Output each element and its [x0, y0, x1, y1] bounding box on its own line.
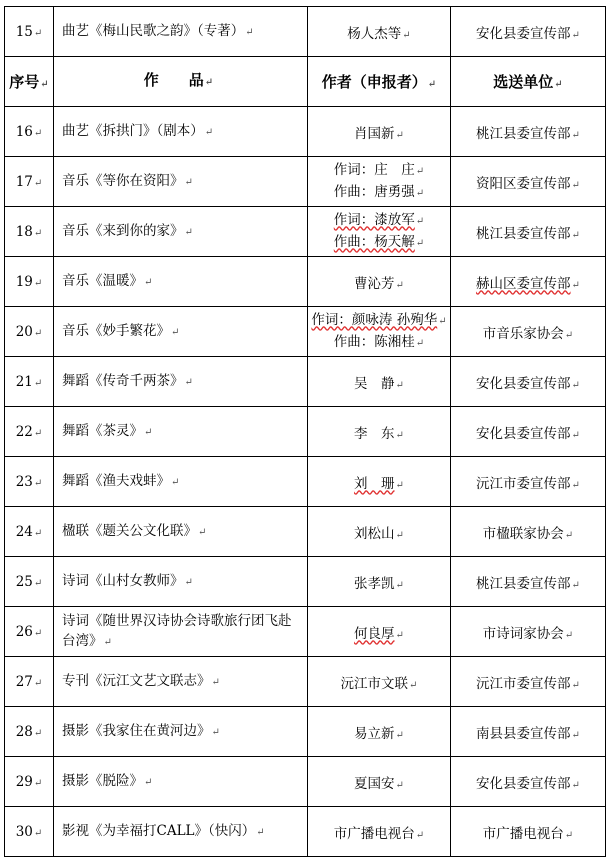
awards-table	[4, 6, 606, 857]
work-cell: 音乐《等你在资阳》↵	[54, 157, 308, 207]
unit-cell: 赫山区委宣传部↵	[451, 257, 606, 307]
table-row	[5, 407, 606, 457]
table-row	[5, 757, 606, 807]
unit-cell: 沅江市委宣传部↵	[451, 657, 606, 707]
author-cell: 作词：漆放军↵ 作曲：杨天解↵	[308, 207, 451, 257]
header-work: 作 品↵	[54, 57, 308, 107]
table-row	[5, 807, 606, 857]
work-cell: 音乐《妙手繁花》↵	[54, 307, 308, 357]
unit-cell: 安化县委宣传部↵	[451, 357, 606, 407]
work-cell: 舞蹈《茶灵》↵	[54, 407, 308, 457]
row-number: 18↵	[5, 207, 54, 257]
row-number: 26↵	[5, 607, 54, 657]
work-cell: 舞蹈《传奇千两茶》↵	[54, 357, 308, 407]
unit-cell: 桃江县委宣传部↵	[451, 207, 606, 257]
unit-cell: 沅江市委宣传部↵	[451, 457, 606, 507]
work-cell: 曲艺《拆拱门》（剧本）↵	[54, 107, 308, 157]
author-cell: 夏国安↵	[308, 757, 451, 807]
table-row	[5, 207, 606, 257]
table-body	[5, 7, 606, 857]
author-cell: 何良厚↵	[308, 607, 451, 657]
table-row	[5, 557, 606, 607]
header-number: 序号↵	[5, 57, 54, 107]
unit-cell: 市诗词家协会↵	[451, 607, 606, 657]
table-row	[5, 307, 606, 357]
work-cell: 音乐《温暖》↵	[54, 257, 308, 307]
header-unit: 选送单位↵	[451, 57, 606, 107]
table-row	[5, 257, 606, 307]
unit-cell: 安化县委宣传部↵	[451, 7, 606, 57]
unit-cell: 市音乐家协会↵	[451, 307, 606, 357]
author-cell: 刘 珊↵	[308, 457, 451, 507]
author-cell: 杨人杰等↵	[308, 7, 451, 57]
table-row	[5, 357, 606, 407]
row-number: 29↵	[5, 757, 54, 807]
unit-cell: 安化县委宣传部↵	[451, 757, 606, 807]
work-cell: 影视《为幸福打CALL》（快闪）↵	[54, 807, 308, 857]
work-cell: 曲艺《梅山民歌之韵》（专著）↵	[54, 7, 308, 57]
author-cell: 李 东↵	[308, 407, 451, 457]
unit-cell: 安化县委宣传部↵	[451, 407, 606, 457]
row-number: 17↵	[5, 157, 54, 207]
work-cell: 楹联《题关公文化联》↵	[54, 507, 308, 557]
row-number: 24↵	[5, 507, 54, 557]
table-row	[5, 7, 606, 57]
table-row	[5, 507, 606, 557]
row-number: 19↵	[5, 257, 54, 307]
row-number: 30↵	[5, 807, 54, 857]
unit-cell: 市楹联家协会↵	[451, 507, 606, 557]
author-cell: 肖国新↵	[308, 107, 451, 157]
unit-cell: 桃江县委宣传部↵	[451, 107, 606, 157]
row-number: 22↵	[5, 407, 54, 457]
work-cell: 诗词《随世界汉诗协会诗歌旅行团飞赴台湾》↵	[54, 607, 308, 657]
work-cell: 诗词《山村女教师》↵	[54, 557, 308, 607]
table-row	[5, 657, 606, 707]
author-cell: 张孝凯↵	[308, 557, 451, 607]
table-row	[5, 707, 606, 757]
table-row	[5, 607, 606, 657]
author-cell: 刘松山↵	[308, 507, 451, 557]
author-cell: 曹沁芳↵	[308, 257, 451, 307]
author-cell: 作词：庄 庄↵ 作曲：唐勇强↵	[308, 157, 451, 207]
row-number: 25↵	[5, 557, 54, 607]
row-number: 28↵	[5, 707, 54, 757]
table-row	[5, 157, 606, 207]
header-author: 作者（申报者）↵	[308, 57, 451, 107]
author-cell: 吴 静↵	[308, 357, 451, 407]
author-cell: 作词：颜咏涛 孙殉华↵ 作曲：陈湘桂↵	[308, 307, 451, 357]
table-header-row	[5, 57, 606, 107]
row-number: 15↵	[5, 7, 54, 57]
unit-cell: 南县县委宣传部↵	[451, 707, 606, 757]
work-cell: 摄影《我家住在黄河边》↵	[54, 707, 308, 757]
row-number: 20↵	[5, 307, 54, 357]
row-number: 23↵	[5, 457, 54, 507]
unit-cell: 资阳区委宣传部↵	[451, 157, 606, 207]
row-number: 21↵	[5, 357, 54, 407]
work-cell: 舞蹈《渔夫戏蚌》↵	[54, 457, 308, 507]
table-row	[5, 457, 606, 507]
author-cell: 市广播电视台↵	[308, 807, 451, 857]
work-cell: 摄影《脱险》↵	[54, 757, 308, 807]
author-cell: 沅江市文联↵	[308, 657, 451, 707]
unit-cell: 市广播电视台↵	[451, 807, 606, 857]
work-cell: 专刊《沅江文艺文联志》↵	[54, 657, 308, 707]
row-number: 27↵	[5, 657, 54, 707]
row-number: 16↵	[5, 107, 54, 157]
work-cell: 音乐《来到你的家》↵	[54, 207, 308, 257]
author-cell: 易立新↵	[308, 707, 451, 757]
unit-cell: 桃江县委宣传部↵	[451, 557, 606, 607]
table-row	[5, 107, 606, 157]
